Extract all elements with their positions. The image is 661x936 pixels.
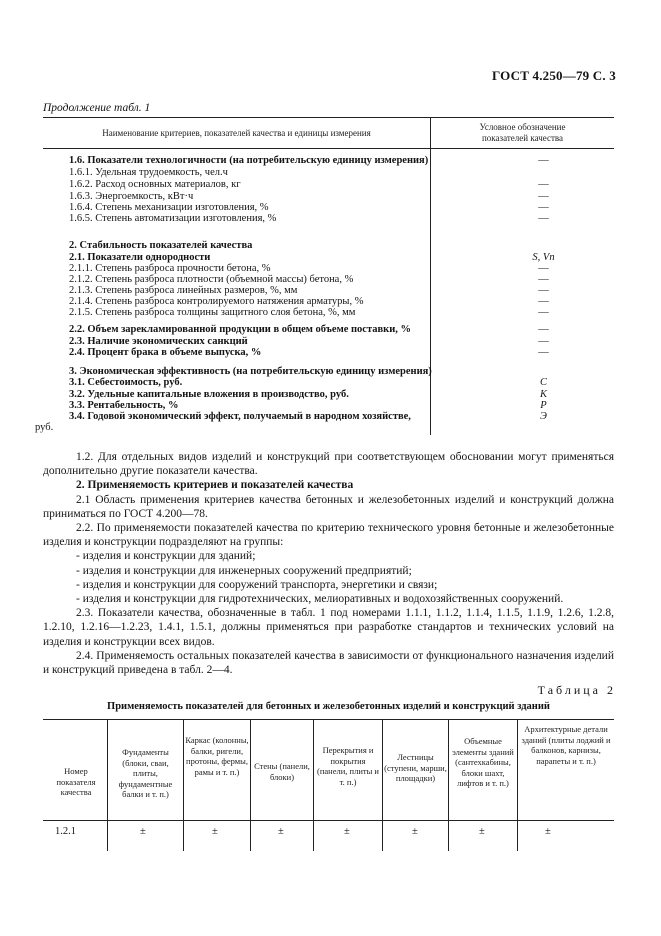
paragraph-2-1: 2.1 Область применения критериев качества бетонных и железобетонных изделий и конструкций должна приниматься по ГОСТ 4.200—78. — [43, 493, 614, 520]
t2-cell: ± — [412, 826, 418, 837]
table-top-border — [43, 117, 614, 118]
table-2-col-divider — [382, 719, 383, 851]
table-2-col-divider — [250, 719, 251, 851]
table-row: руб. — [35, 422, 54, 433]
t2-header-frame: Каркас (колонны, балки, ригели, протоны, фермы, рамы и т. п.) — [185, 735, 249, 777]
t2-header-floors: Перекрытия и покрытия (панели, плиты и т. п.) — [317, 745, 379, 787]
table-row: 2.4. Процент брака в объеме выпуска, % — — [69, 347, 549, 358]
table-row: 2.3. Наличие экономических санкций — — [69, 336, 549, 347]
table-row: 2. Стабильность показателей качества — [69, 240, 253, 251]
table-2-header-border — [43, 820, 614, 821]
table-2-col-divider — [107, 719, 108, 851]
table-2-col-divider — [183, 719, 184, 851]
table-row: 1.6. Показатели технологичности (на потребительскую единицу измерения) — — [69, 155, 549, 166]
t2-cell: ± — [140, 826, 146, 837]
table-2-label: Таблица 2 — [537, 683, 616, 697]
table-row: 2.1.2. Степень разброса плотности (объемной массы) бетона, % — — [69, 274, 549, 285]
paragraph-1-2: 1.2. Для отдельных видов изделий и конструкций при соответствующем обосновании могут применяться дополнительно другие показатели качества. — [43, 451, 614, 478]
t2-header-volumetric: Объемные элементы зданий (сантехкабины, блоки шахт, лифтов и т. п.) — [452, 736, 514, 788]
col2-header-line2: показателей качества — [481, 133, 563, 143]
table-2-title: Применяемость показателей для бетонных и железобетонных изделий и конструкций зданий — [107, 701, 550, 712]
t2-cell: ± — [545, 826, 551, 837]
table-2-col-divider — [517, 719, 518, 851]
table-row: 2.1.4. Степень разброса контролируемого натяжения арматуры, % — — [69, 296, 549, 307]
table-row: 1.6.5. Степень автоматизации изготовления, % — — [69, 213, 549, 224]
table-2-col-divider — [313, 719, 314, 851]
t2-header-walls: Стены (панели, блоки) — [254, 761, 310, 782]
list-item: - изделия и конструкции для гидротехнических, мелиоративных и водохозяйственных сооружений. — [76, 593, 564, 606]
list-item: - изделия и конструкции для сооружений транспорта, энергетики и связи; — [76, 578, 438, 591]
col1-header: Наименование критериев, показателей качества и единицы измерения — [102, 128, 371, 138]
table-row: 2.1.5. Степень разброса толщины защитного слоя бетона, %, мм — — [69, 307, 549, 318]
table-row: 3.4. Годовой экономический эффект, получаемый в народном хозяйстве, Э — [69, 411, 547, 422]
t2-header-stairs: Лестницы (ступени, марши, площадки) — [384, 752, 447, 783]
table-row: 2.1.3. Степень разброса линейных размеров, %, мм — — [69, 285, 549, 296]
table-2-col-divider — [448, 719, 449, 851]
list-item: - изделия и конструкции для инженерных сооружений предприятий; — [76, 564, 412, 577]
table-row: 1.6.1. Удельная трудоемкость, чел.ч — [69, 167, 228, 178]
table-header-border — [43, 148, 614, 149]
body-text — [43, 450, 614, 677]
t2-cell: ± — [479, 826, 485, 837]
table-row: 3.1. Себестоимость, руб. C — [69, 377, 547, 388]
table-row: 2.2. Объем зарекламированной продукции в общем объеме поставки, % — — [69, 324, 549, 335]
table-row: 3.2. Удельные капитальные вложения в производство, руб. K — [69, 389, 547, 400]
t2-cell: ± — [212, 826, 218, 837]
table-row: 2.1. Показатели однородности S, Vп — [69, 252, 555, 263]
section-2-heading: 2. Применяемость критериев и показателей качества — [76, 479, 354, 492]
table-row: 3. Экономическая эффективность (на потребительскую единицу измерения) — [69, 366, 432, 377]
t2-cell: ± — [278, 826, 284, 837]
table-row: 3.3. Рентабельность, % P — [69, 400, 547, 411]
table-2-top-border — [43, 719, 614, 720]
t2-header-architectural: Архитектурные детали зданий (плиты лоджий и балконов, карнизы, парапеты и т. п.) — [521, 724, 611, 766]
table-row: 1.6.4. Степень механизации изготовления, % — — [69, 202, 549, 213]
page-header: ГОСТ 4.250—79 С. 3 — [491, 68, 616, 83]
t2-header-number: Номер показателя качества — [56, 766, 96, 797]
list-item: - изделия и конструкции для зданий; — [76, 550, 256, 563]
table-row: 1.6.2. Расход основных материалов, кг — — [69, 179, 549, 190]
paragraph-2-3: 2.3. Показатели качества, обозначенные в табл. 1 под номерами 1.1.1, 1.1.2, 1.1.4, 1.1.5, 1.1.9, 1.2.6, 1.2.8, 1.2.10, 1.2.16—1.2.23, 1.4.1, 1.5.1, должны применяться при разработке стандартов и технических условий на изделия и конструкции всех видов. — [43, 607, 614, 648]
col2-header-line1: Условное обозначение — [479, 122, 566, 132]
t2-cell: ± — [344, 826, 350, 837]
paragraph-2-4: 2.4. Применяемость остальных показателей качества в зависимости от функционального назначения изделий и конструкций приведена в табл. 2—4. — [43, 649, 614, 677]
t2-header-foundations: Фундаменты (блоки, сваи, плиты, фундаментные балки и т. п.) — [118, 747, 173, 799]
table-row: 1.6.3. Энергоемкость, кВт·ч — — [69, 191, 549, 202]
t2-cell-number: 1.2.1 — [55, 826, 76, 837]
table-continuation-label: Продолжение табл. 1 — [43, 102, 151, 114]
table-row: 2.1.1. Степень разброса прочности бетона, % — — [69, 263, 549, 274]
paragraph-2-2: 2.2. По применяемости показателей качества по критерию технического уровня бетонные и железобетонные изделия и конструкции подразделяют на группы: — [43, 522, 614, 549]
